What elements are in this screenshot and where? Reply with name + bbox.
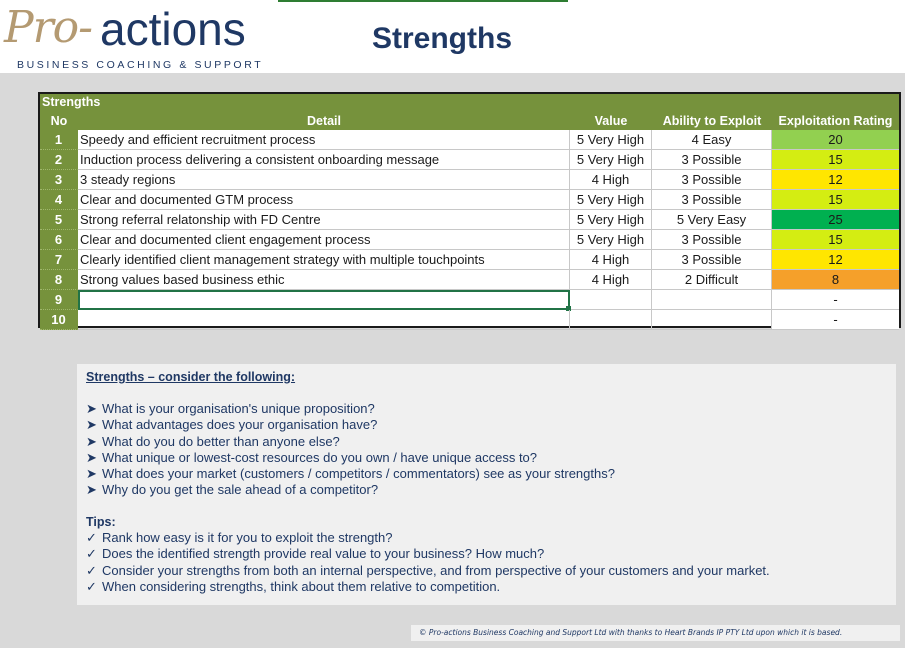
rating-cell[interactable]: 12: [772, 250, 899, 270]
guidance-title: Strengths – consider the following:: [86, 370, 296, 384]
rating-cell[interactable]: -: [772, 290, 899, 310]
row-number-cell: 5: [40, 210, 78, 230]
ability-cell[interactable]: 3 Possible: [652, 150, 772, 170]
copyright-footer: © Pro-actions Business Coaching and Support Ltd with thanks to Heart Brands IP PTY Ltd upon which it is based.: [411, 625, 900, 641]
question-item: [86, 450, 615, 466]
value-cell[interactable]: 5 Very High: [570, 210, 652, 230]
rating-cell[interactable]: 8: [772, 270, 899, 290]
row-number-cell: 2: [40, 150, 78, 170]
value-cell[interactable]: 4 High: [570, 250, 652, 270]
rating-cell[interactable]: 25: [772, 210, 899, 230]
question-text: What do you do better than anyone else?: [102, 433, 340, 449]
column-header-no[interactable]: No: [50, 114, 68, 128]
detail-cell[interactable]: Speedy and efficient recruitment process: [78, 130, 570, 150]
detail-cell[interactable]: Strong referral relatonship with FD Centre: [78, 210, 570, 230]
ability-cell[interactable]: 3 Possible: [652, 250, 772, 270]
row-number-cell: 7: [40, 250, 78, 270]
table-row: [40, 210, 899, 230]
table-row: [40, 310, 899, 330]
row-number-cell: 9: [40, 290, 78, 310]
column-header-rating[interactable]: Exploitation Rating: [778, 114, 893, 128]
arrow-bullet-icon: ➤: [86, 401, 97, 416]
arrow-bullet-icon: ➤: [86, 417, 97, 433]
rating-cell[interactable]: 15: [772, 150, 899, 170]
header-accent-line: [278, 0, 568, 2]
value-cell[interactable]: 5 Very High: [570, 190, 652, 210]
row-number-cell: 4: [40, 190, 78, 210]
table-header: [40, 94, 899, 130]
logo-tagline: BUSINESS COACHING & SUPPORT: [17, 59, 264, 71]
ability-cell[interactable]: 3 Possible: [652, 170, 772, 190]
detail-cell[interactable]: Induction process delivering a consistent onboarding message: [78, 150, 570, 170]
row-number-cell: 3: [40, 170, 78, 190]
column-header-value[interactable]: Value: [594, 114, 628, 128]
guidance-panel: [77, 364, 896, 605]
question-text: Why do you get the sale ahead of a competitor?: [102, 482, 379, 498]
tip-text: Rank how easy is it for you to exploit the strength?: [102, 530, 393, 545]
question-text: What unique or lowest-cost resources do you own / have unique access to?: [102, 449, 538, 465]
question-item: [86, 466, 615, 482]
question-item: [86, 401, 615, 417]
tips-title: Tips:: [86, 515, 116, 529]
value-cell[interactable]: 5 Very High: [570, 130, 652, 150]
table-row: [40, 270, 899, 290]
value-cell[interactable]: 4 High: [570, 170, 652, 190]
strengths-table: [38, 92, 901, 328]
ability-cell[interactable]: [652, 290, 772, 310]
row-number-cell: 6: [40, 230, 78, 250]
arrow-bullet-icon: ➤: [86, 482, 97, 498]
ability-cell[interactable]: 3 Possible: [652, 190, 772, 210]
checkmark-bullet-icon: ✓: [86, 562, 97, 578]
value-cell[interactable]: [570, 290, 652, 310]
value-cell[interactable]: 5 Very High: [570, 230, 652, 250]
ability-cell[interactable]: 4 Easy: [652, 130, 772, 150]
rating-cell[interactable]: 15: [772, 230, 899, 250]
tip-item: [86, 530, 770, 546]
tip-item: [86, 563, 770, 579]
table-caption: Strengths: [42, 95, 101, 109]
rating-cell[interactable]: 15: [772, 190, 899, 210]
table-row: [40, 230, 899, 250]
detail-cell[interactable]: Clear and documented client engagement process: [78, 230, 570, 250]
ability-cell[interactable]: 5 Very Easy: [652, 210, 772, 230]
checkmark-bullet-icon: ✓: [86, 546, 97, 562]
arrow-bullet-icon: ➤: [86, 449, 97, 465]
table-row: [40, 170, 899, 190]
question-text: What does your market (customers / competitors / commentators) see as your strengths?: [102, 466, 615, 482]
tip-item: [86, 546, 770, 562]
detail-cell[interactable]: 3 steady regions: [78, 170, 570, 190]
value-cell[interactable]: [570, 310, 652, 330]
question-text: What advantages does your organisation have?: [102, 417, 378, 433]
page-title: Strengths: [372, 22, 513, 55]
table-row: [40, 290, 899, 310]
table-row: [40, 150, 899, 170]
question-item: [86, 482, 615, 498]
column-header-ability[interactable]: Ability to Exploit: [662, 114, 762, 128]
value-cell[interactable]: 4 High: [570, 270, 652, 290]
table-row: [40, 130, 899, 150]
ability-cell[interactable]: 2 Difficult: [652, 270, 772, 290]
checkmark-bullet-icon: ✓: [86, 530, 97, 545]
detail-cell[interactable]: [78, 310, 570, 330]
tip-item: [86, 579, 770, 595]
ability-cell[interactable]: [652, 310, 772, 330]
checkmark-bullet-icon: ✓: [86, 578, 97, 594]
value-cell[interactable]: 5 Very High: [570, 150, 652, 170]
arrow-bullet-icon: ➤: [86, 433, 97, 449]
table-row: [40, 190, 899, 210]
column-header-detail[interactable]: Detail: [306, 114, 342, 128]
tip-text: Consider your strengths from both an internal perspective, and from perspective of your customers and your market.: [102, 562, 770, 578]
question-list: [86, 401, 615, 499]
table-body: [40, 130, 899, 330]
tip-text: When considering strengths, think about them relative to competition.: [102, 578, 501, 594]
header: [0, 0, 905, 73]
table-row: [40, 250, 899, 270]
arrow-bullet-icon: ➤: [86, 466, 97, 482]
logo-pro-text: Pro-: [4, 2, 92, 53]
rating-cell[interactable]: -: [772, 310, 899, 330]
tips-list: [86, 530, 770, 595]
rating-cell[interactable]: 12: [772, 170, 899, 190]
ability-cell[interactable]: 3 Possible: [652, 230, 772, 250]
row-number-cell: 1: [40, 130, 78, 150]
detail-cell[interactable]: Clearly identified client management strategy with multiple touchpoints: [78, 250, 570, 270]
detail-cell[interactable]: Clear and documented GTM process: [78, 190, 570, 210]
row-number-cell: 8: [40, 270, 78, 290]
tip-text: Does the identified strength provide real value to your business? How much?: [102, 546, 545, 562]
logo-actions-text: actions: [100, 3, 246, 55]
question-item: [86, 417, 615, 433]
question-text: What is your organisation's unique proposition?: [102, 401, 375, 416]
detail-cell[interactable]: [78, 290, 570, 310]
detail-cell[interactable]: Strong values based business ethic: [78, 270, 570, 290]
row-number-cell: 10: [40, 310, 78, 330]
rating-cell[interactable]: 20: [772, 130, 899, 150]
question-item: [86, 434, 615, 450]
